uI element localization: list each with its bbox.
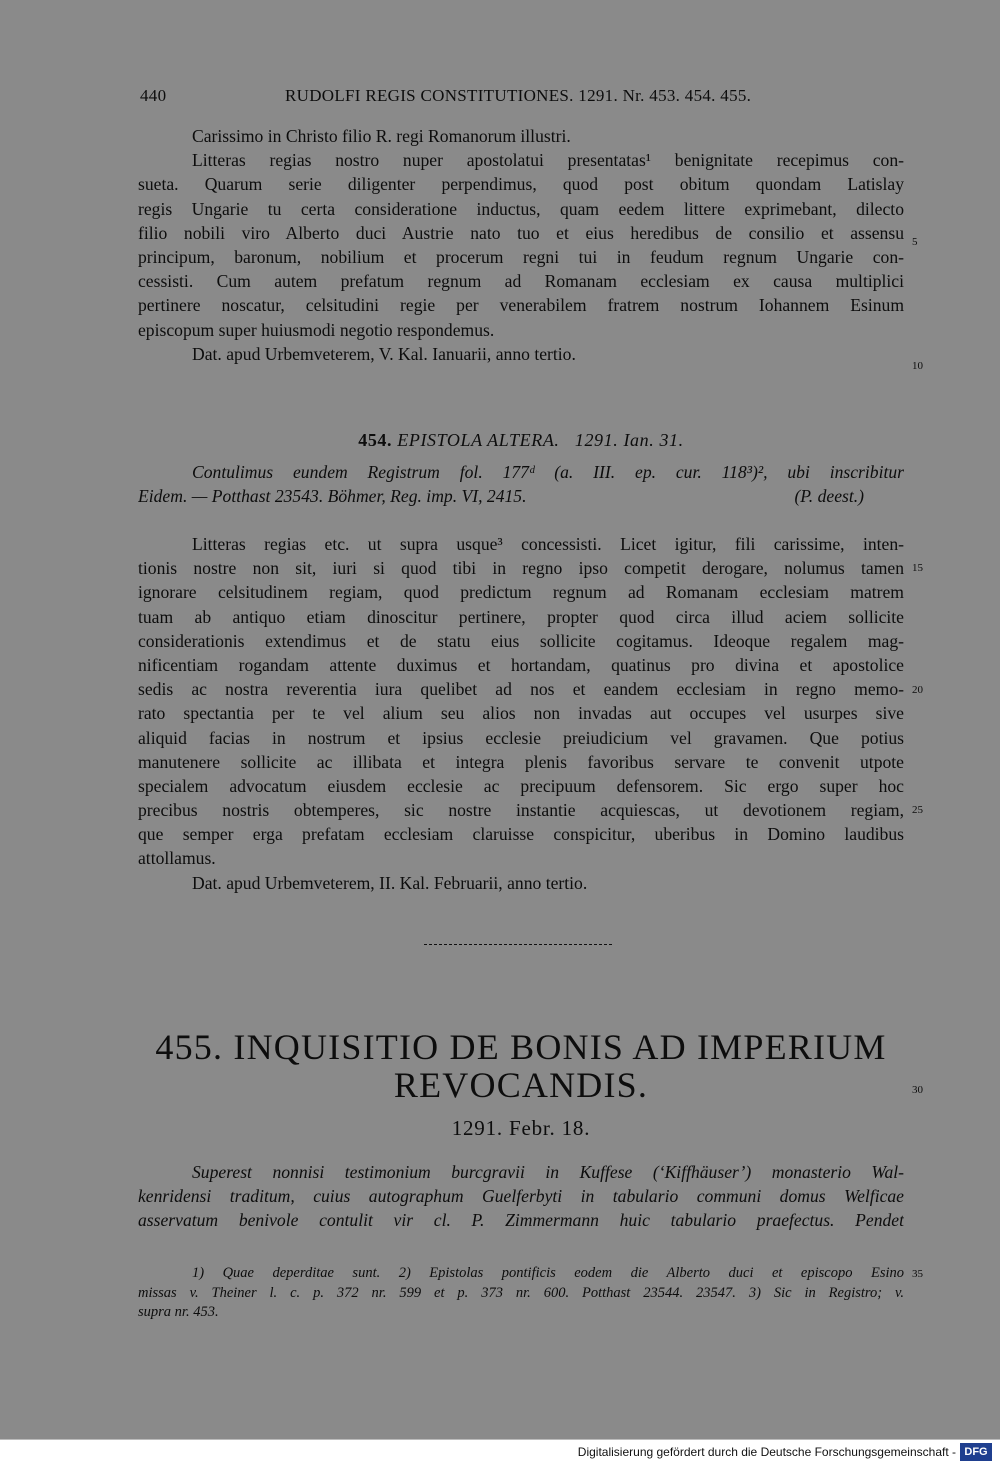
page-number: 440	[140, 86, 167, 105]
footnotes	[138, 1264, 904, 1323]
text-line: principum, baronum, nobilium et procerum regni tui in feudum regnum Ungarie con-	[138, 246, 904, 267]
doc454-heading	[138, 430, 904, 451]
text-line: tuam ab antiquo etiam dinoscitur pertinere, propter quod circa illud aciem sollicite	[138, 606, 904, 627]
doc453-text	[138, 124, 904, 366]
intro-line: kenridensi traditum, cuius autographum Guelferbyti in tabulario communi domus Welficae	[138, 1186, 904, 1207]
margin-line-number: 30	[912, 1084, 923, 1096]
text-line: Litteras regias etc. ut supra usque³ concessisti. Licet igitur, fili carissime, inten-	[192, 534, 904, 554]
text-line: rato spectantia per te vel alium seu alios non invadas aut occupes vel usurpes sive	[138, 703, 904, 724]
footnote-line: supra nr. 453.	[138, 1304, 219, 1320]
doc455-title-line: REVOCANDIS.	[393, 1065, 649, 1105]
text-line: cessisti. Cum autem prefatum regnum ad Romanam ecclesiam ex causa multiplici	[138, 271, 904, 292]
text-line: ignorare celsitudinem regiam, quod predictum regnum ad Romanam ecclesiam matrem	[138, 582, 904, 603]
text-line: episcopum super huiusmodi negotio respondemus.	[138, 319, 495, 340]
margin-line-number: 20	[912, 684, 923, 696]
source-text: Eidem. — Potthast 23543. Böhmer, Reg. imp. VI, 2415.	[138, 486, 527, 507]
section-divider	[424, 944, 612, 947]
text-line: sedis ac nostra reverentia iura quelibet ad nos et eandem ecclesiam in regno memo-	[138, 679, 904, 700]
margin-line-number: 5	[912, 236, 918, 248]
doc455-intro	[138, 1160, 904, 1233]
doc454-source-note	[138, 460, 904, 508]
footnote-line: missas v. Theiner l. c. p. 372 nr. 599 et p. 373 nr. 600. Potthast 23544. 23547. 3) Sic in Registro; v.	[138, 1284, 904, 1301]
text-line: specialem advocatum eiusdem ecclesie ac precipuum defensorem. Sic ergo super hoc	[138, 775, 904, 796]
text-line: precibus nostris obtemperes, sic nostre instantie acquiescas, ut devotionem regiam,	[138, 800, 904, 821]
doc454-date: 1291. Ian. 31.	[574, 430, 684, 450]
margin-line-number: 10	[912, 360, 923, 372]
text-line: nificentiam rogandam attente duximus et hortandam, quatinus pro divina et apostolice	[138, 654, 904, 675]
funding-notice: Digitalisierung gefördert durch die Deutsche Forschungsgemeinschaft -	[577, 1445, 956, 1459]
doc454-number: 454.	[358, 430, 393, 450]
running-header	[140, 86, 902, 110]
dating-line: Dat. apud Urbemveterem, V. Kal. Ianuarii, anno tertio.	[192, 343, 576, 364]
text-line: Litteras regias nostro nuper apostolatui presentatas¹ benignitate recepimus con-	[192, 150, 904, 171]
margin-line-number: 15	[912, 562, 923, 574]
intro-line: asservatum benivole contulit vir cl. P. Zimmermann huic tabulario praefectus. Pendet	[138, 1210, 904, 1231]
text-line: filio nobili viro Alberto duci Austrie nato tuo et eius heredibus de consilio et assensu	[138, 222, 904, 243]
text-line: regis Ungarie tu certa consideratione inductus, quam eedem littere exprimebant, dilecto	[138, 198, 904, 219]
text-line: sueta. Quarum serie diligenter perpendimus, quod post obitum quondam Latislay	[138, 174, 904, 195]
margin-line-number: 35	[912, 1268, 923, 1280]
doc455-title	[138, 1028, 904, 1104]
source-line	[138, 484, 904, 508]
dfg-logo[interactable]: DFG	[960, 1443, 992, 1461]
text-line: attollamus.	[138, 848, 216, 869]
footer-bar	[0, 1439, 1000, 1466]
text-line: Carissimo in Christo filio R. regi Romanorum illustri.	[192, 126, 571, 146]
intro-line: Superest nonnisi testimonium burcgravii in Kuffese (‘Kiffhäuser’) monasterio Wal-	[192, 1162, 904, 1182]
dating-line: Dat. apud Urbemveterem, II. Kal. Februarii, anno tertio.	[192, 872, 588, 893]
source-deest: (P. deest.)	[794, 486, 864, 507]
text-line: pertinere noscatur, celsitudini regie per venerabilem fratrem nostrum Iohannem Esinum	[138, 295, 904, 316]
text-line: tionis nostre non sit, iuri si quod tibi in regno ipso competit derogare, nolumus tamen	[138, 558, 904, 579]
text-line: que semper erga prefatam ecclesiam claruisse conspicitur, uberibus in Domino laudibus	[138, 824, 904, 845]
doc455-title-line: 455. INQUISITIO DE BONIS AD IMPERIUM	[155, 1027, 887, 1067]
text-line: aliquid facias in nostrum et ipsius ecclesie preiudicium vel gravamen. Que potius	[138, 727, 904, 748]
source-line: Contulimus eundem Registrum fol. 177ᵈ (a. III. ep. cur. 118³)², ubi inscribitur	[192, 462, 904, 482]
doc455-date: 1291. Febr. 18.	[451, 1116, 591, 1140]
doc454-title: EPISTOLA ALTERA.	[397, 430, 560, 450]
doc454-text	[138, 532, 904, 895]
text-line: manutenere sollicite ac illibata et integra plenis favoribus servare te convenit utpote	[138, 751, 904, 772]
margin-line-number: 25	[912, 804, 923, 816]
footnote-line: 1) Quae deperditae sunt. 2) Epistolas pontificis eodem die Alberto duci et episcopo Esino	[192, 1265, 904, 1281]
text-line: considerationis extendimus et de statu eius sollicite cogitamus. Ideoque regalem mag-	[138, 630, 904, 651]
running-title: RUDOLFI REGIS CONSTITUTIONES. 1291. Nr. 453. 454. 455.	[285, 86, 752, 105]
